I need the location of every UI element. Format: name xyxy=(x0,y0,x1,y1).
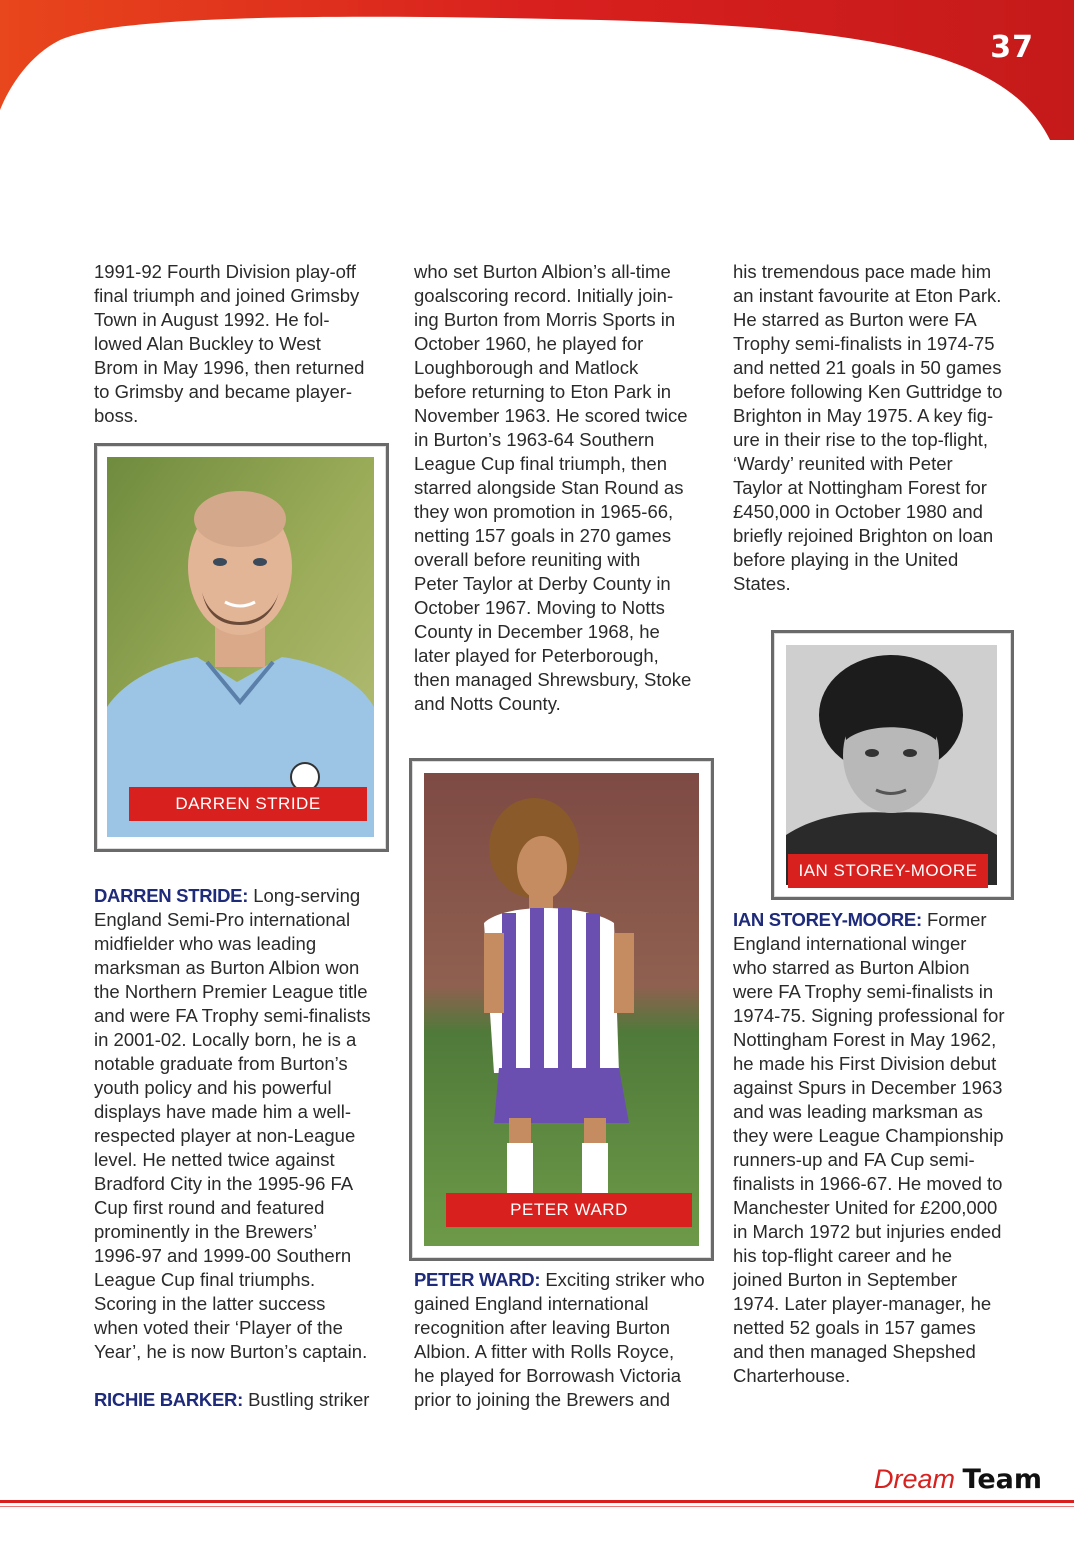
text-line: against Spurs in December 1963 xyxy=(733,1077,1003,1098)
bio-first-line xyxy=(94,884,394,908)
peter-ward-photo xyxy=(424,773,699,1246)
richie-barker-bio xyxy=(94,1388,394,1412)
text-line: the Northern Premier League title xyxy=(94,981,368,1002)
text-line: final triumph and joined Grimsby xyxy=(94,285,360,306)
text-line: and then managed Shepshed xyxy=(733,1341,976,1362)
text-line: he made his First Division debut xyxy=(733,1053,997,1074)
text-line: 1996-97 and 1999-00 Southern xyxy=(94,1245,352,1266)
text-line: £450,000 in October 1980 and xyxy=(733,501,983,522)
text-line: November 1963. He scored twice xyxy=(414,405,688,426)
column-2-bio xyxy=(414,1268,714,1412)
text-line: starred alongside Stan Round as xyxy=(414,477,684,498)
text-line: Nottingham Forest in May 1962, xyxy=(733,1029,997,1050)
text-line: in March 1972 but injuries ended xyxy=(733,1221,1002,1242)
col3-intro xyxy=(733,260,1043,596)
text-line: level. He netted twice against xyxy=(94,1149,335,1170)
text-line: then managed Shrewsbury, Stoke xyxy=(414,669,692,690)
text-line: Peter Taylor at Derby County in xyxy=(414,573,671,594)
player-name-lead: IAN STOREY-MOORE: xyxy=(733,909,922,930)
text-line: and netted 21 goals in 50 games xyxy=(733,357,1002,378)
bio-first-line xyxy=(733,908,1043,932)
text-line: marksman as Burton Albion won xyxy=(94,957,360,978)
text-line: in Burton’s 1963-64 Southern xyxy=(414,429,655,450)
text-line: to Grimsby and became player- xyxy=(94,381,353,402)
text-line: and was leading marksman as xyxy=(733,1101,983,1122)
text-line: before following Ken Guttridge to xyxy=(733,381,1003,402)
ian-storey-moore-photo xyxy=(786,645,997,885)
text-line: 1974-75. Signing professional for xyxy=(733,1005,1005,1026)
text-line: an instant favourite at Eton Park. xyxy=(733,285,1002,306)
column-1 xyxy=(94,260,394,428)
column-1-bio xyxy=(94,884,394,1412)
text-line: goalscoring record. Initially join- xyxy=(414,285,674,306)
text-line: who starred as Burton Albion xyxy=(733,957,970,978)
bio-first-text: Former xyxy=(921,909,987,930)
brand-word-dream: Dream xyxy=(873,1464,955,1494)
text-line: England international winger xyxy=(733,933,967,954)
text-line: Charterhouse. xyxy=(733,1365,851,1386)
bio-first-text: Exciting striker who xyxy=(540,1269,705,1290)
text-line: Trophy semi-finalists in 1974-75 xyxy=(733,333,995,354)
text-line: Scoring in the latter success xyxy=(94,1293,326,1314)
text-line: County in December 1968, he xyxy=(414,621,660,642)
text-line: Brom in May 1996, then returned xyxy=(94,357,365,378)
text-line: youth policy and his powerful xyxy=(94,1077,332,1098)
bio-first-text: Bustling striker xyxy=(242,1389,370,1410)
text-line: lowed Alan Buckley to West xyxy=(94,333,321,354)
text-line: Bradford City in the 1995-96 FA xyxy=(94,1173,354,1194)
text-line: they were League Championship xyxy=(733,1125,1004,1146)
column-3 xyxy=(733,260,1043,596)
bio-first-line xyxy=(94,1388,394,1412)
text-line: recognition after leaving Burton xyxy=(414,1317,671,1338)
text-line: and Notts County. xyxy=(414,693,561,714)
text-line: England Semi-Pro international xyxy=(94,909,351,930)
text-line: he played for Borrowash Victoria xyxy=(414,1365,682,1386)
text-line: briefly rejoined Brighton on loan xyxy=(733,525,994,546)
text-line: ‘Wardy’ reunited with Peter xyxy=(733,453,953,474)
column-3-bio xyxy=(733,908,1043,1388)
text-line: prior to joining the Brewers and xyxy=(414,1389,671,1410)
text-line: joined Burton in September xyxy=(733,1269,958,1290)
text-line: before playing in the United xyxy=(733,549,959,570)
darren-stride-photo xyxy=(107,457,374,837)
text-line: ure in their rise to the top-flight, xyxy=(733,429,989,450)
photo-frame-peter-ward xyxy=(409,758,714,1261)
brand-logo xyxy=(874,1464,1042,1495)
text-line: were FA Trophy semi-finalists in xyxy=(733,981,994,1002)
player-name-lead: PETER WARD: xyxy=(414,1269,541,1290)
header-swoosh xyxy=(0,0,1074,140)
page-number: 37 xyxy=(990,30,1034,65)
text-line: boss. xyxy=(94,405,139,426)
footer-rule-thin xyxy=(0,1506,1074,1507)
text-line: who set Burton Albion’s all-time xyxy=(414,261,671,282)
text-line: Taylor at Nottingham Forest for xyxy=(733,477,987,498)
text-line: they won promotion in 1965-66, xyxy=(414,501,674,522)
ian-storey-moore-bio xyxy=(733,908,1043,1388)
text-line: displays have made him a well- xyxy=(94,1101,352,1122)
player-name-lead: DARREN STRIDE: xyxy=(94,885,249,906)
photo-frame-darren-stride xyxy=(94,443,389,852)
text-line: Year’, he is now Burton’s captain. xyxy=(94,1341,368,1362)
text-line: October 1960, he played for xyxy=(414,333,644,354)
player-name-lead: RICHIE BARKER: xyxy=(94,1389,243,1410)
text-line: He starred as Burton were FA xyxy=(733,309,977,330)
text-line: netted 52 goals in 157 games xyxy=(733,1317,976,1338)
footer-rule xyxy=(0,1500,1074,1503)
text-line: League Cup final triumphs. xyxy=(94,1269,316,1290)
text-line: Loughborough and Matlock xyxy=(414,357,639,378)
photo-frame-ian-storey-moore xyxy=(771,630,1014,900)
text-line: League Cup final triumph, then xyxy=(414,453,668,474)
col2-intro xyxy=(414,260,714,716)
text-line: gained England international xyxy=(414,1293,649,1314)
peter-ward-caption: PETER WARD xyxy=(446,1193,692,1227)
text-line: before returning to Eton Park in xyxy=(414,381,672,402)
text-line: ing Burton from Morris Sports in xyxy=(414,309,676,330)
text-line: midfielder who was leading xyxy=(94,933,317,954)
text-line: States. xyxy=(733,573,791,594)
text-line: Cup first round and featured xyxy=(94,1197,325,1218)
bio-first-text: Long-serving xyxy=(248,885,361,906)
text-line: runners-up and FA Cup semi- xyxy=(733,1149,975,1170)
ian-storey-moore-caption: IAN STOREY-MOORE xyxy=(788,854,988,888)
darren-stride-caption: DARREN STRIDE xyxy=(129,787,367,821)
text-line: prominently in the Brewers’ xyxy=(94,1221,318,1242)
darren-stride-bio xyxy=(94,884,394,1364)
col1-intro xyxy=(94,260,394,428)
text-line: notable graduate from Burton’s xyxy=(94,1053,348,1074)
text-line: when voted their ‘Player of the xyxy=(94,1317,343,1338)
brand-word-team: Team xyxy=(962,1464,1042,1495)
text-line: netting 157 goals in 270 games xyxy=(414,525,672,546)
peter-ward-bio xyxy=(414,1268,714,1412)
text-line: later played for Peterborough, xyxy=(414,645,659,666)
text-line: finalists in 1966-67. He moved to xyxy=(733,1173,1003,1194)
bio-first-line xyxy=(414,1268,714,1292)
text-line: his tremendous pace made him xyxy=(733,261,992,282)
text-line: Town in August 1992. He fol- xyxy=(94,309,330,330)
text-line: Brighton in May 1975. A key fig- xyxy=(733,405,994,426)
text-line: October 1967. Moving to Notts xyxy=(414,597,665,618)
column-2 xyxy=(414,260,714,716)
text-line: overall before reuniting with xyxy=(414,549,641,570)
text-line: his top-flight career and he xyxy=(733,1245,953,1266)
text-line: 1991-92 Fourth Division play-off xyxy=(94,261,356,282)
text-line: and were FA Trophy semi-finalists xyxy=(94,1005,371,1026)
text-line: Albion. A fitter with Rolls Royce, xyxy=(414,1341,675,1362)
text-line: Manchester United for £200,000 xyxy=(733,1197,998,1218)
text-line: 1974. Later player-manager, he xyxy=(733,1293,992,1314)
text-line: in 2001-02. Locally born, he is a xyxy=(94,1029,357,1050)
text-line: respected player at non-League xyxy=(94,1125,356,1146)
